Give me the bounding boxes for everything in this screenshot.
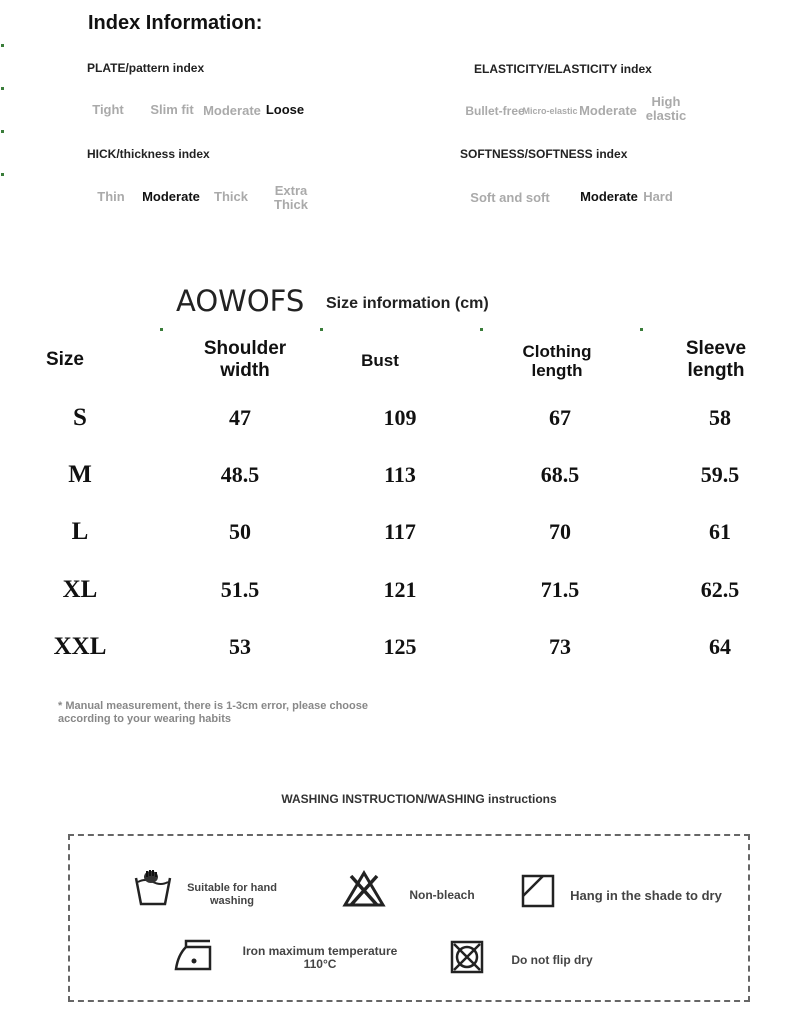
edge-mark	[160, 328, 163, 331]
index-title: Index Information:	[88, 12, 263, 34]
iron-icon	[172, 937, 214, 973]
no-tumble-dry-label: Do not flip dry	[511, 953, 593, 967]
cell-size: XL	[62, 576, 98, 603]
cell-sleeve: 62.5	[700, 577, 740, 602]
cell-sleeve: 61	[709, 519, 731, 544]
edge-mark	[640, 328, 643, 331]
elasticity-option-bullet-free: Bullet-free	[465, 104, 525, 118]
shade-dry-icon	[521, 874, 555, 908]
edge-mark	[320, 328, 323, 331]
edge-mark	[1, 130, 4, 133]
cell-size: XXL	[53, 633, 107, 660]
hand-wash-icon	[133, 868, 173, 908]
iron-label: Iron maximum temperature 110°C	[242, 944, 398, 971]
cell-sleeve: 64	[709, 634, 731, 659]
header-clothing-length: Clothing length	[522, 342, 592, 380]
plate-option-slim-fit: Slim fit	[150, 102, 194, 117]
edge-mark	[1, 44, 4, 47]
header-bust: Bust	[361, 351, 399, 370]
cell-shoulder: 47	[229, 405, 251, 430]
cell-shoulder: 48.5	[220, 462, 260, 487]
plate-option-moderate: Moderate	[203, 103, 261, 118]
edge-mark	[480, 328, 483, 331]
hand-wash-label: Suitable for hand washing	[187, 882, 277, 907]
shade-dry-label: Hang in the shade to dry	[570, 888, 722, 903]
thickness-option-extra-thick: Extra Thick	[274, 183, 308, 212]
softness-option-soft-and-soft: Soft and soft	[470, 190, 550, 205]
softness-option-hard: Hard	[643, 189, 673, 204]
plate-option-tight: Tight	[92, 102, 124, 117]
no-bleach-label: Non-bleach	[409, 888, 475, 902]
thickness-option-thick: Thick	[214, 189, 248, 204]
softness-index-label: SOFTNESS/SOFTNESS index	[460, 147, 628, 161]
washing-title: WASHING INSTRUCTION/WASHING instructions	[281, 792, 557, 806]
edge-mark	[1, 87, 4, 90]
washing-panel	[68, 834, 750, 1002]
cell-sleeve: 58	[709, 405, 731, 430]
cell-shoulder: 51.5	[220, 577, 260, 602]
edge-mark	[1, 173, 4, 176]
cell-length: 70	[549, 519, 571, 544]
cell-bust: 121	[383, 577, 417, 602]
cell-length: 73	[549, 634, 571, 659]
elasticity-index-label: ELASTICITY/ELASTICITY index	[474, 62, 652, 76]
elasticity-option-micro-elastic: Micro-elastic	[522, 106, 578, 116]
cell-size: L	[71, 518, 89, 545]
header-sleeve-length: Sleeve length	[685, 338, 747, 381]
cell-size: S	[73, 404, 87, 431]
elasticity-option-moderate: Moderate	[579, 103, 637, 118]
size-info-title: Size information (cm)	[326, 295, 489, 312]
cell-bust: 113	[384, 462, 416, 487]
plate-index-label: PLATE/pattern index	[87, 61, 205, 75]
header-size: Size	[45, 349, 85, 370]
brand-name: AOWOFS	[176, 284, 305, 318]
thickness-index-label: HICK/thickness index	[87, 147, 210, 161]
cell-shoulder: 50	[229, 519, 251, 544]
cell-length: 71.5	[540, 577, 580, 602]
thickness-option-moderate: Moderate	[142, 189, 200, 204]
no-bleach-icon	[342, 870, 386, 908]
cell-shoulder: 53	[229, 634, 251, 659]
cell-bust: 125	[383, 634, 417, 659]
cell-length: 67	[549, 405, 571, 430]
softness-option-moderate: Moderate	[580, 189, 638, 204]
cell-bust: 109	[383, 405, 417, 430]
elasticity-option-high-elastic: High elastic	[645, 94, 687, 123]
header-shoulder-width: Shoulder width	[203, 338, 287, 381]
plate-option-loose: Loose	[265, 102, 305, 117]
thickness-option-thin: Thin	[97, 189, 125, 204]
cell-sleeve: 59.5	[700, 462, 740, 487]
cell-size: M	[68, 461, 92, 488]
measurement-note: * Manual measurement, there is 1-3cm error, please choose according to your wearing habits	[58, 700, 368, 725]
cell-bust: 117	[384, 519, 416, 544]
cell-length: 68.5	[540, 462, 580, 487]
no-tumble-dry-icon	[450, 940, 484, 974]
